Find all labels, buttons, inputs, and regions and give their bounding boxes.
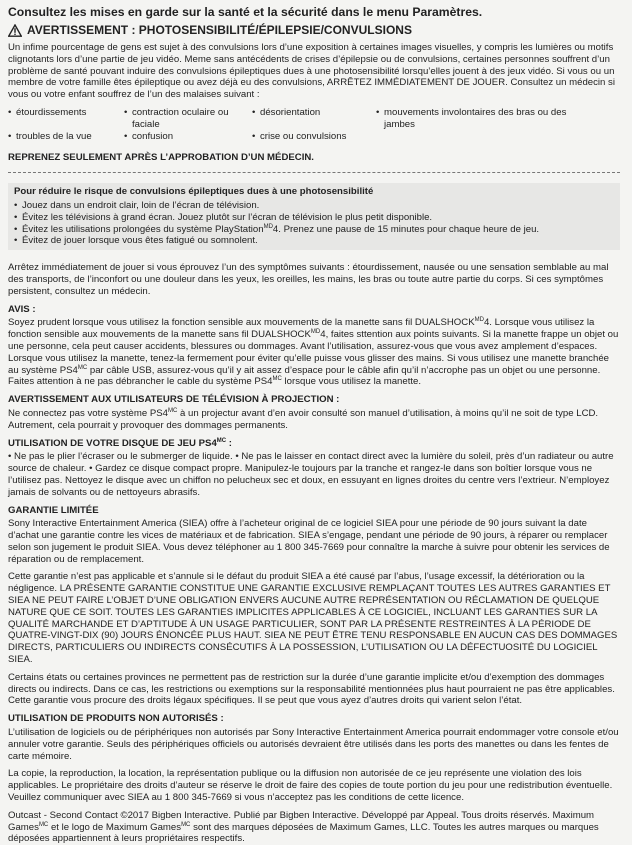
avis-paragraph — [8, 317, 620, 388]
trademark-mark: MC — [38, 821, 49, 828]
resume-notice: REPRENEZ SEULEMENT APRÈS L’APPROBATION D’UN MÉDECIN. — [8, 152, 314, 164]
stop-paragraph: Arrêtez immédiatement de jouer si vous éprouvez l’un des symptômes suivants : étourdissement, nausée ou une sensation semblable au mal des transports, de l’inconfort ou une douleur dans les yeux, les oreilles, les mains, les bras ou toute autre partie du corps. Si ces symptômes persistent, consultez un médecin. — [8, 262, 609, 297]
reduce-risk-list — [14, 200, 616, 247]
symptom-item: • mouvements involontaires des bras ou des jambes — [376, 107, 576, 131]
page-title: Consultez les mises en garde sur la santé et la sécurité dans le menu Paramètres. — [8, 5, 483, 19]
credits-text: sont des marques déposées de Maximum Games, LLC. Toutes les autres marques ou marques déposées appartiennent à leurs propriétaires respectifs. — [8, 821, 599, 845]
projection-text: à un projectur avant d’en avoir consulté son manuel d’utilisation, à moins qu’il ne soit de type LCD. Autrement, cela pourrait y provoquer des dommages permanents. — [8, 407, 599, 431]
warranty-paragraph: Sony Interactive Entertainment America (SIEA) offre à l’acheteur original de ce logiciel SIEA pour une période de 90 jours suivant la date d’achat une garantie contre les vices de matériaux et de fabrication. SIEA s’engage, pendant une période de 90 jours, à réparer ou remplacer selon son jugement le produit SIEA. Vous devez téléphoner au 1 800 345-7669 pour connaître la marche à suivre pour obtenir les services de réparation ou de remplacement. — [8, 518, 610, 565]
credits-text: Outcast - Second Contact ©2017 Bigben Interactive. Publié par Bigben Interactive. Développé par Appeal. Tous droits réservés. Maximum Games — [8, 809, 595, 833]
disc-paragraph: • Ne pas le plier l’écraser ou le submerger de liquide. • Ne pas le laisser en contact direct avec la lumière du soleil, près d’un radiateur ou autre source de chaleur. • Gardez ce disque compact propre. Manipulez-le toujours par la tranche et rangez-le dans son boîtier lorsque vous ne l’utilisez pas. Nettoyez le disque avec un chiffon no pelucheux sec et doux, en essuyant en lignes droites du centre vers l’extrieur. N’employez jamais de solvants ou de nettoyeurs abrasifs. — [8, 451, 614, 498]
projection-title: AVERTISSEMENT AUX UTILISATEURS DE TÉLÉVISION À PROJECTION : — [8, 394, 340, 406]
credits-text: et le logo de Maximum Games — [48, 821, 182, 833]
warning-triangle-icon — [8, 24, 22, 37]
unauthorized-paragraph: La copie, la reproduction, la location, la représentation publique ou la diffusion non autorisée de ce jeu représente une violation des lois applicables. Le propriétaire des droits d’auteur se réserve le droit de faire des copies de toute portion du jeu pour une redistribution éventuelle. Veuillez communiquer avec SIEA au 1 800 345-7669 si vous n’acceptez pas les conditions de cette licence. — [8, 768, 613, 804]
unauthorized-paragraph: L’utilisation de logiciels ou de périphériques non autorisés par Sony Interactive Entertainment America pourrait endommager votre console et/ou annuler votre garantie. Seuls des périphériques officiels ou autorisés devraient être utilisés dans les ports des manettes ou dans les fentes de carte mémoire. — [8, 727, 619, 762]
list-item: • Jouez dans un endroit clair, loin de l’écran de télévision. — [14, 200, 616, 212]
warning-paragraph: Un infime pourcentage de gens est sujet à des convulsions lors d’une exposition à certaines images visuelles, y compris les lumières ou motifs clignotants lors d’une partie de jeu vidéo. Meme sans antécédents de crises d’épilepsie ou de convulsions, certaines personnes souffrent d’un problème de santé pouvant induire des convulsions épileptiques dues à une photosensibilité lorsqu’elles jouent à des jeux vidéo. Si vous ou un membre de votre famille êtes épileptique ou avez déjà eu des convulsions, ARRÊTEZ IMMÉDIATEMENT DE JOUER. Consultez un médecin si vous ou votre enfant souffrez de l’un des malaises suivant : — [8, 42, 615, 101]
list-item: • Évitez les télévisions à grand écran. Jouez plutôt sur l’écran de télévision le plus petit disponible. — [14, 212, 616, 224]
trademark-mark: MC — [181, 821, 191, 828]
warranty-title: GARANTIE LIMITÉE — [8, 504, 99, 516]
trademark-mark: MC — [167, 407, 178, 414]
reduce-risk-box — [8, 183, 620, 250]
avis-text: lorsque vous utilisez la manette. — [281, 376, 422, 388]
unauthorized-title: UTILISATION DE PRODUITS NON AUTORISÉS : — [8, 713, 224, 725]
avis-text: 4, faites sttention aux points suivants. Si la manette frappe un objet ou une personne, cela peut causer accidents, blessures ou dommages. Avant l’utilisation, assurez-vous que vous avez amplement d’espaces. Lorsque vous utilisez la manette, tenez-la fermement pour éviter qu’elle puisse vous glisser des mains. Si vous utilisez une manette branchée au système PS4 — [8, 329, 619, 376]
disc-title: UTILISATION DE VOTRE DISQUE DE JEU $PS4^{MC}$ : — [8, 437, 233, 449]
divider — [8, 172, 620, 173]
warranty-paragraph: Certains états ou certaines provinces ne permettent pas de restriction sur la durée d’une garantie implicite et/ou d’exemption des dommages directs ou indirects. Dans ce cas, les restrictions ou exemptions sur la responsabilité mentionnées plus haut pourraient ne pas être applicables. Cette garantie vous procure des droits légaux spécifiques. Il se peut que vous ayez d’autres droits qui varient selon l’état. — [8, 671, 615, 707]
symptom-list — [8, 107, 620, 142]
warning-heading — [8, 23, 620, 37]
symptom-item: • désorientation — [252, 107, 368, 131]
trademark-mark: MD — [263, 223, 273, 230]
symptom-item: • confusion — [124, 131, 244, 143]
credits — [8, 810, 620, 845]
trademark-mark: MC — [77, 364, 88, 371]
trademark-mark: MC — [272, 376, 282, 383]
warning-title: AVERTISSEMENT : PHOTOSENSIBILITÉ/ÉPILEPSIE/CONVULSIONS — [27, 23, 412, 37]
projection-text: Ne connectez pas votre système PS4 — [8, 407, 168, 419]
list-item-text: 4. Prenez une pause de 15 minutes pour chaque heure de jeu. — [272, 223, 540, 235]
symptom-item: • étourdissements — [8, 107, 116, 131]
disc-title-text: UTILISATION DE VOTRE DISQUE DE JEU PS4 — [8, 437, 217, 449]
symptom-item: • crise ou convulsions — [252, 131, 368, 143]
symptom-item: • contraction oculaire ou faciale — [124, 107, 244, 131]
avis-text: Soyez prudent lorsque vous utilisez la fonction sensible aux mouvements de la manette sans fil DUALSHOCK — [8, 317, 475, 329]
warranty-paragraph: Cette garantie n’est pas applicable et s’annule si le défaut du produit SIEA a été causé par l’abus, l’usage excessif, la détérioration ou la négligence. LA PRÉSENTE GARANTIE CONSTITUE UNE GARANTIE EXCLUSIVE REMPLAÇANT TOUTES LES AUTRES GARANTIES ET SIEA NE PEUT FAIRE L’OBJET D’UNE OBLIGATION ENVERS AUCUNE AUTRE REPRÉSENTATION OU RÉCLAMATION DE QUELQUE NATURE QUE CE SOIT. TOUTES LES GARANTIES IMPLICITES APPLICABLES À CE LOGICIEL, INCLUANT LES GARANTIES SUR LA QUALITÉ MARCHANDE ET D’APTITUDE À UN USAGE PARTICULIER, SONT PAR LA PRÉSENTE RESTREINTES À LA PÉRIODE DE QUATRE-VINGT-DIX (90) JOURS ÉNONCÉE PLUS HAUT. SIEA NE PEUT ÊTRE TENU RESPONSABLE EN AUCUN CAS DES DOMMAGES DIRECTS, PARTICULIERS OU INDIRECTS CONSÉCUTIFS À LA POSSESSION, L’UTILISATION OU LA DÉFECTUOSITÉ DU LOGICIEL SIEA. — [8, 571, 618, 666]
symptom-item: • troubles de la vue — [8, 131, 116, 143]
list-item-text: Évitez les utilisations prolongées du système PlayStation — [22, 223, 264, 235]
list-item — [14, 224, 616, 236]
projection-paragraph — [8, 408, 620, 432]
trademark-mark: MC — [216, 437, 227, 444]
reduce-risk-title: Pour réduire le risque de convulsions épileptiques dues à une photosensibilité — [14, 186, 374, 198]
trademark-mark: MD — [310, 328, 321, 335]
list-item: • Évitez de jouer lorsque vous êtes fatigué ou somnolent. — [14, 235, 616, 247]
avis-text: par câble USB, assurez-vous qu’il y ait assez d’espace pour le câble afin qu’il n’accrophe pas un objet ou une personne. Faites attention à ne pas débrancher le cable du système PS4 — [8, 364, 601, 388]
trademark-mark: MD — [474, 317, 484, 324]
avis-text: 4. Lorsque vous utilisez la fonction sensible aux mouvements de la manette sans fil DUALSHOCK — [8, 317, 595, 341]
avis-title: AVIS : — [8, 303, 36, 315]
